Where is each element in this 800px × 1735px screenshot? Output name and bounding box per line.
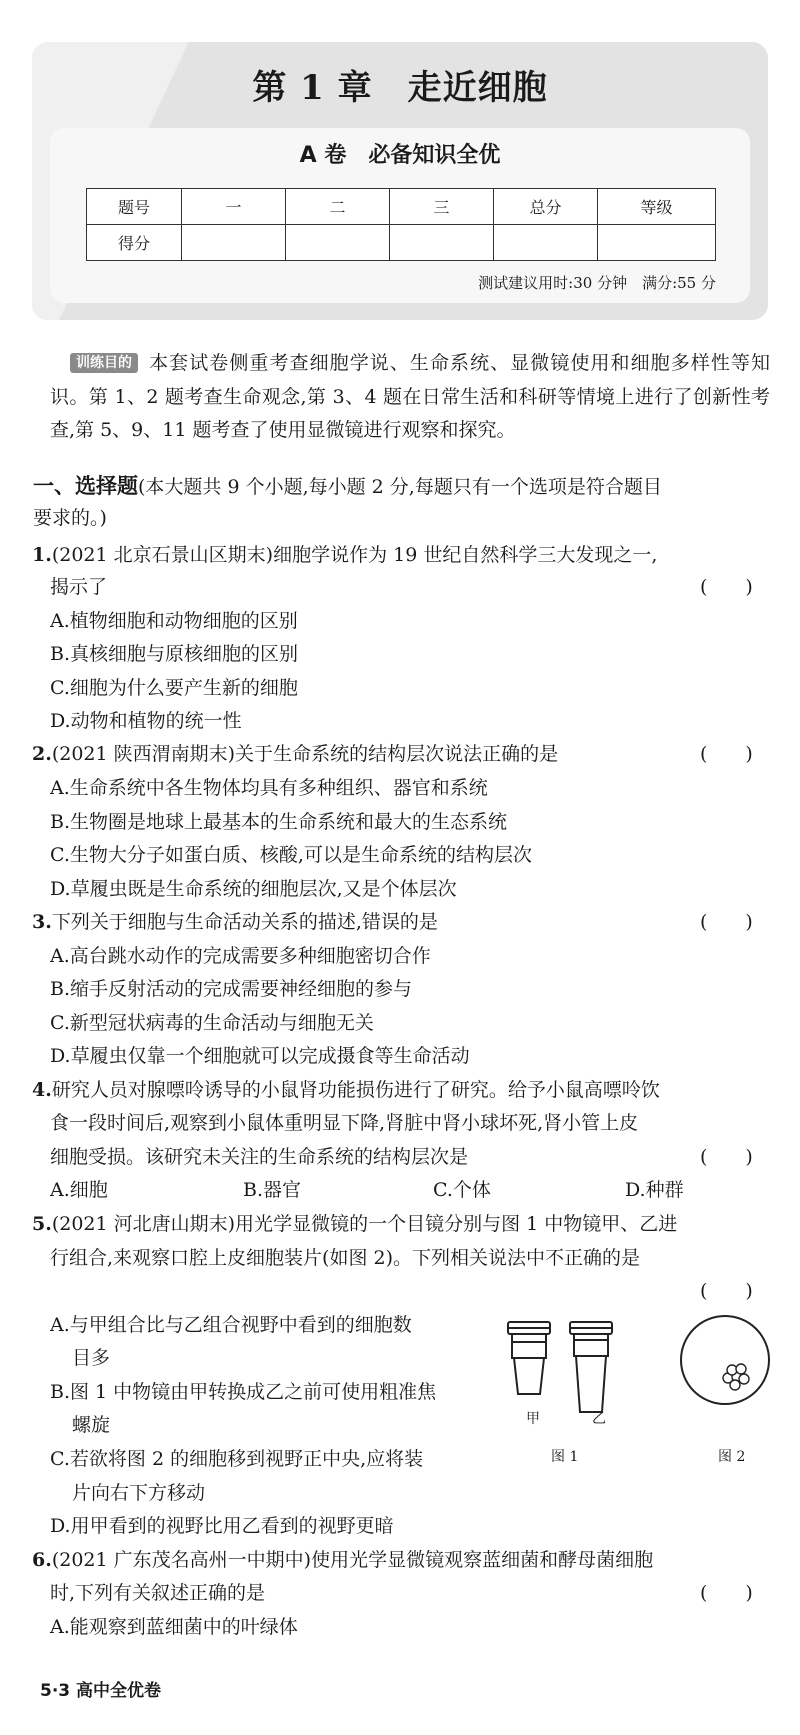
option-a: A.能观察到蓝细菌中的叶绿体 <box>50 1616 298 1638</box>
training-purpose-text: 本套试卷侧重考查细胞学说、生命系统、显微镜使用和细胞多样性等知识。第 1、2 题考查生命观念,第 3、4 题在日常生活和科研等情境上进行了创新性考查,第 5、9、11 题考查了使用显微镜进行观察和探究。 <box>50 352 770 441</box>
question-text: 时,下列有关叙述正确的是 <box>50 1582 266 1604</box>
question-2 <box>32 742 558 766</box>
option-b: B.缩手反射活动的完成需要神经细胞的参与 <box>50 978 413 1000</box>
table-cell: 三 <box>390 189 494 225</box>
option-c: C.细胞为什么要产生新的细胞 <box>50 677 298 699</box>
option-b: B.图 1 中物镜由甲转换成乙之前可使用粗准焦 <box>50 1381 437 1403</box>
answer-bracket[interactable]: ( ) <box>700 911 753 933</box>
answer-bracket[interactable]: ( ) <box>700 1146 753 1168</box>
answer-bracket[interactable]: ( ) <box>700 743 753 765</box>
table-row <box>87 189 716 225</box>
question-number: 6. <box>32 1549 52 1571</box>
question-text: (2021 广东茂名高州一中期中)使用光学显微镜观察蓝细菌和酵母菌细胞 <box>51 1549 654 1571</box>
field-of-view-icon <box>681 1316 769 1404</box>
question-number: 1. <box>32 544 52 566</box>
question-number: 4. <box>32 1079 52 1101</box>
figure-label-yi: 乙 <box>592 1411 606 1427</box>
score-input-cell[interactable] <box>182 225 286 261</box>
answer-bracket[interactable]: ( ) <box>700 576 753 598</box>
question-text: 研究人员对腺嘌呤诱导的小鼠肾功能损伤进行了研究。给予小鼠高嘌呤饮 <box>51 1079 660 1101</box>
answer-bracket[interactable]: ( ) <box>700 1582 753 1604</box>
question-text: 下列关于细胞与生命活动关系的描述,错误的是 <box>51 911 438 933</box>
question-number: 3. <box>32 911 52 933</box>
figure-1-caption: 图 1 <box>551 1449 579 1465</box>
option-c: C.若欲将图 2 的细胞移到视野正中央,应将装 <box>50 1448 424 1470</box>
option-c: C.个体 <box>433 1179 491 1201</box>
objective-lens-figure <box>500 1318 640 1418</box>
section-desc-line2: 要求的。) <box>33 507 107 529</box>
option-c: C.生物大分子如蛋白质、核酸,可以是生命系统的结构层次 <box>50 844 532 866</box>
table-cell: 等级 <box>598 189 716 225</box>
option-b: B.真核细胞与原核细胞的区别 <box>50 643 299 665</box>
option-d: D.草履虫既是生命系统的细胞层次,又是个体层次 <box>50 878 457 900</box>
question-text: 细胞受损。该研究未关注的生命系统的结构层次是 <box>50 1146 469 1168</box>
question-number: 2. <box>32 743 52 765</box>
objective-lens-yi-icon <box>570 1322 612 1412</box>
option-b: B.生物圈是地球上最基本的生命系统和最大的生态系统 <box>50 811 508 833</box>
option-a: A.细胞 <box>50 1179 108 1201</box>
option-d: D.种群 <box>625 1179 684 1201</box>
training-purpose-badge: 训练目的 <box>70 353 138 373</box>
figure-2-caption: 图 2 <box>718 1449 746 1465</box>
microscope-field-figure <box>678 1313 772 1407</box>
score-input-cell[interactable] <box>390 225 494 261</box>
option-a: A.植物细胞和动物细胞的区别 <box>50 610 298 632</box>
table-row <box>87 225 716 261</box>
question-number: 5. <box>32 1213 52 1235</box>
question-text: 食一段时间后,观察到小鼠体重明显下降,肾脏中肾小球坏死,肾小管上皮 <box>50 1112 639 1134</box>
score-table <box>86 188 716 261</box>
training-purpose <box>50 347 770 448</box>
table-cell: 题号 <box>87 189 182 225</box>
question-4 <box>32 1078 660 1102</box>
question-5 <box>32 1212 677 1236</box>
question-text: (2021 北京石景山区期末)细胞学说作为 19 世纪自然科学三大发现之一, <box>51 544 658 566</box>
option-a: A.生命系统中各生物体均具有多种组织、器官和系统 <box>50 777 488 799</box>
option-b-cont: 螺旋 <box>72 1414 111 1436</box>
section-heading <box>33 474 662 499</box>
question-1 <box>32 543 657 567</box>
question-text: (2021 陕西渭南期末)关于生命系统的结构层次说法正确的是 <box>51 743 559 765</box>
table-cell: 二 <box>286 189 390 225</box>
table-cell: 一 <box>182 189 286 225</box>
paper-subtitle: A 卷 必备知识全优 <box>299 143 501 168</box>
question-text: 行组合,来观察口腔上皮细胞装片(如图 2)。下列相关说法中不正确的是 <box>50 1247 640 1269</box>
option-a-cont: 目多 <box>72 1347 111 1369</box>
option-c: C.新型冠状病毒的生命活动与细胞无关 <box>50 1012 374 1034</box>
question-6 <box>32 1548 653 1572</box>
option-a: A.高台跳水动作的完成需要多种细胞密切合作 <box>50 945 431 967</box>
question-3 <box>32 910 438 934</box>
option-d: D.用甲看到的视野比用乙看到的视野更暗 <box>50 1515 394 1537</box>
table-cell: 得分 <box>87 225 182 261</box>
cheek-cells-icon <box>723 1364 749 1390</box>
score-input-cell[interactable] <box>494 225 598 261</box>
test-info: 测试建议用时:30 分钟 满分:55 分 <box>478 274 716 292</box>
score-input-cell[interactable] <box>286 225 390 261</box>
option-d: D.动物和植物的统一性 <box>50 710 242 732</box>
option-c-cont: 片向右下方移动 <box>72 1482 206 1504</box>
table-cell: 总分 <box>494 189 598 225</box>
objective-lens-jia-icon <box>508 1322 550 1394</box>
option-a: A.与甲组合比与乙组合视野中看到的细胞数 <box>50 1314 412 1336</box>
question-text: (2021 河北唐山期末)用光学显微镜的一个目镜分别与图 1 中物镜甲、乙进 <box>51 1213 678 1235</box>
answer-bracket[interactable]: ( ) <box>700 1280 753 1302</box>
section-title: 一、选择题 <box>33 474 138 498</box>
figure-label-jia: 甲 <box>526 1411 540 1427</box>
chapter-title: 第 1 章 走近细胞 <box>252 68 548 108</box>
footer-brand: 5·3 高中全优卷 <box>40 1681 162 1701</box>
option-d: D.草履虫仅靠一个细胞就可以完成摄食等生命活动 <box>50 1045 470 1067</box>
option-b: B.器官 <box>243 1179 302 1201</box>
question-text: 揭示了 <box>50 576 108 598</box>
score-input-cell[interactable] <box>598 225 716 261</box>
section-desc: (本大题共 9 个小题,每小题 2 分,每题只有一个选项是符合题目 <box>138 476 662 498</box>
